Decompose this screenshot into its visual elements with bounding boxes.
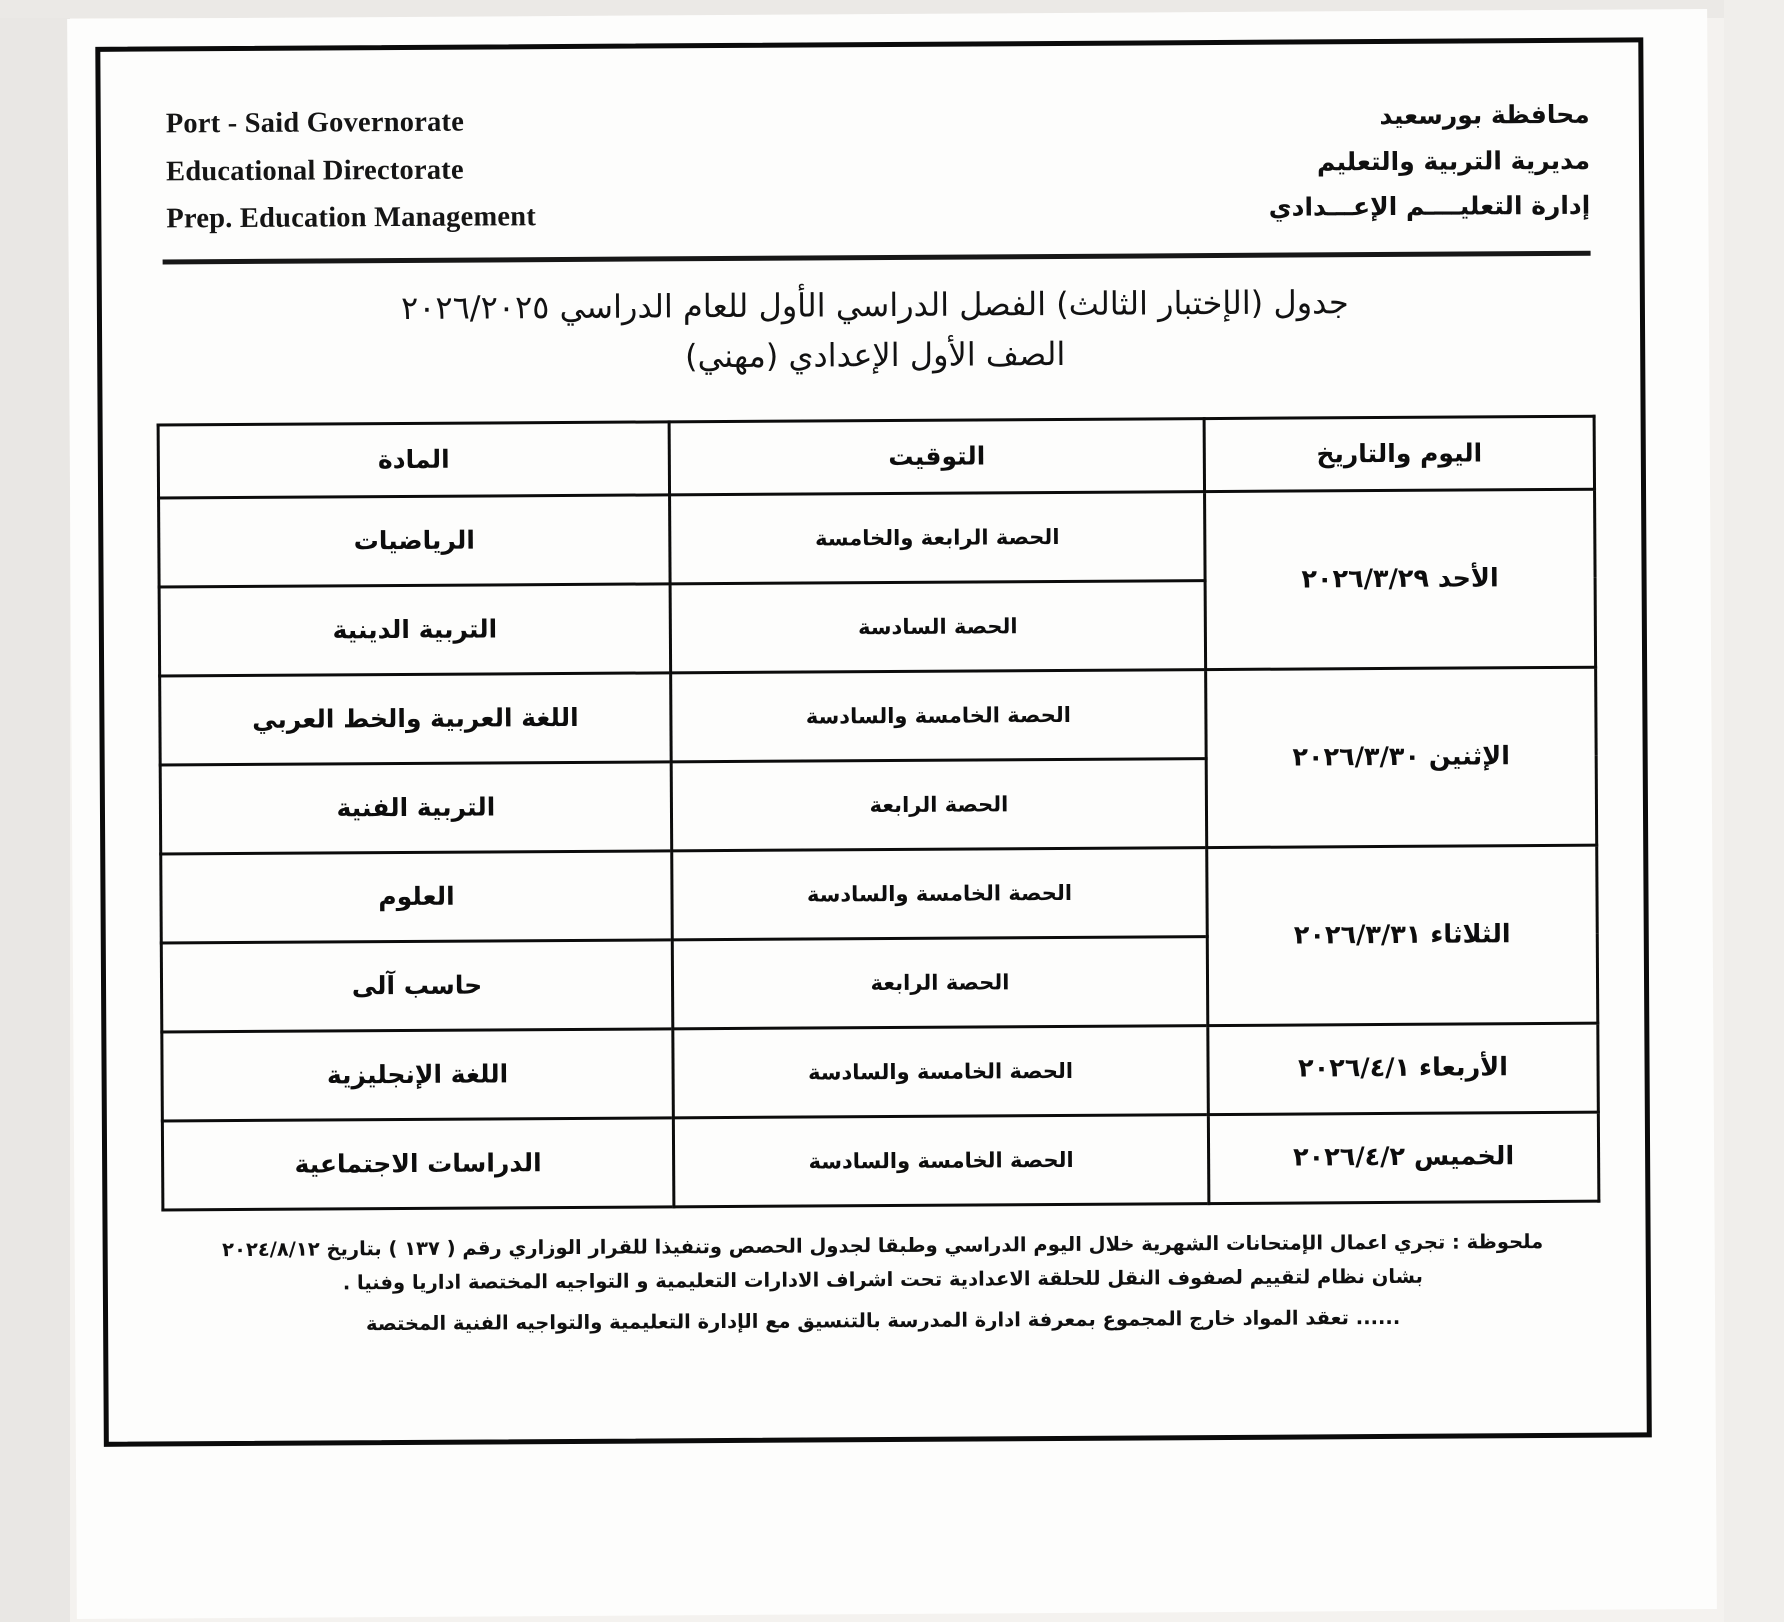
column-header-subject: المادة (158, 421, 669, 497)
cell-time: الحصة الرابعة والخامسة (670, 491, 1206, 583)
document-title (125, 277, 1626, 383)
note-line-3: ...... تعقد المواد خارج المجموع بمعرفة ادارة المدرسة بالتنسيق مع الإدارة التعليمية والتواجيه الفنية المختصة (365, 1305, 1401, 1336)
table-header-row (158, 416, 1594, 498)
cell-subject: اللغة العربية والخط العربي (160, 672, 672, 764)
column-header-time: التوقيت (669, 418, 1204, 494)
cell-time: الحصة الرابعة (672, 936, 1208, 1028)
header-en-line-3: Prep. Education Management (166, 201, 537, 235)
scan-edge-left (0, 0, 70, 1622)
cell-subject: التربية الدينية (159, 583, 671, 675)
cell-subject: الدراسات الاجتماعية (162, 1117, 674, 1209)
table-row (161, 845, 1598, 943)
column-header-date: اليوم والتاريخ (1204, 416, 1594, 491)
header-arabic (1268, 92, 1590, 230)
cell-subject: التربية الفنية (160, 761, 672, 853)
table-row (162, 1023, 1599, 1121)
header-ar-line-2: مديرية التربية والتعليم (1316, 145, 1591, 176)
document-content (123, 64, 1631, 1344)
table-body (159, 489, 1599, 1210)
cell-time: الحصة الخامسة والسادسة (671, 669, 1207, 761)
header-en-line-1: Port - Said Governorate (165, 106, 465, 140)
header-ar-line-3: إدارة التعليــــم الإعـــدادي (1268, 190, 1591, 222)
cell-time: الحصة السادسة (670, 580, 1206, 672)
cell-subject: الرياضيات (159, 494, 671, 586)
cell-date: الإثنين ٢٠٢٦/٣/٣٠ (1206, 667, 1597, 847)
note-line-2: بشان نظام لتقييم لصفوف النقل للحلقة الاعدادية تحت اشراف الادارات التعليمية و التواجيه المختصة اداريا وفنيا . (342, 1265, 1423, 1295)
document-header (123, 64, 1624, 244)
cell-subject: العلوم (161, 850, 673, 942)
cell-date: الخميس ٢٠٢٦/٤/٢ (1208, 1112, 1599, 1203)
header-en-line-2: Educational Directorate (165, 154, 464, 188)
note-line-1: ملحوظة : تجري اعمال الإمتحانات الشهرية خلال اليوم الدراسي وطبقا لجدول الحصص وتنفيذا للقرار الوزاري رقم ( ١٣٧ ) بتاريخ ٢٠٢٤/٨/١٢ (222, 1229, 1544, 1261)
cell-subject: حاسب آلى (161, 939, 673, 1031)
cell-date: الثلاثاء ٢٠٢٦/٣/٣١ (1207, 845, 1598, 1025)
cell-date: الأحد ٢٠٢٦/٣/٢٩ (1205, 489, 1596, 669)
title-line-2: الصف الأول الإعدادي (مهني) (684, 335, 1066, 376)
table-row (160, 667, 1597, 765)
title-line-1: جدول (الإختبار الثالث) الفصل الدراسي الأول للعام الدراسي ٢٠٢٦/٢٠٢٥ (400, 282, 1349, 327)
cell-time: الحصة الخامسة والسادسة (673, 1114, 1209, 1206)
document-sheet (67, 9, 1717, 1619)
table-row (162, 1112, 1599, 1210)
table-row (159, 489, 1596, 587)
header-ar-line-1: محافظة بورسعيد (1379, 99, 1590, 131)
cell-date: الأربعاء ٢٠٢٦/٤/١ (1208, 1023, 1599, 1114)
cell-time: الحصة الخامسة والسادسة (673, 1025, 1209, 1117)
cell-subject: اللغة الإنجليزية (162, 1028, 674, 1120)
exam-schedule-table-wrapper (160, 414, 1601, 1211)
cell-time: الحصة الرابعة (671, 758, 1207, 850)
header-english (166, 98, 536, 243)
scan-edge-right (1724, 0, 1784, 1622)
header-divider-rule (163, 251, 1591, 265)
exam-schedule-table (157, 414, 1601, 1211)
cell-time: الحصة الخامسة والسادسة (672, 847, 1208, 939)
footer-notes (171, 1224, 1596, 1343)
